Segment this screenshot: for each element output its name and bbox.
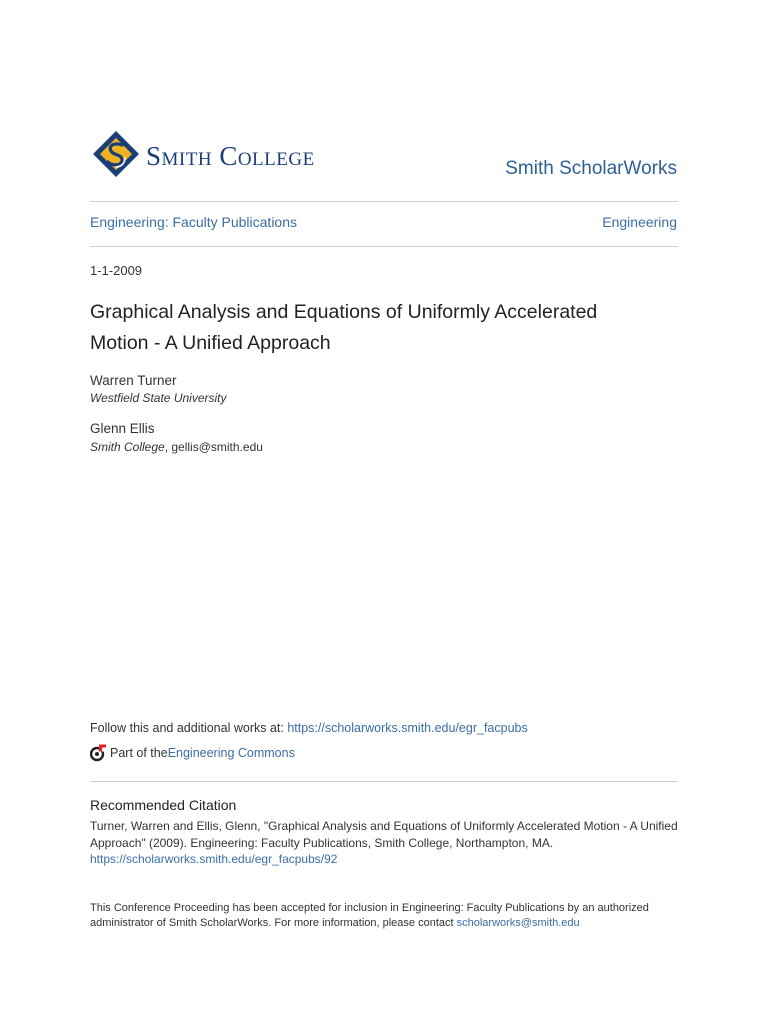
smith-scholarworks-link[interactable]: Smith ScholarWorks (505, 158, 677, 179)
affiliation-name: Smith College (90, 440, 165, 454)
author-email: , gellis@smith.edu (164, 440, 263, 454)
series-link[interactable]: Engineering: Faculty Publications (90, 214, 298, 230)
engineering-commons-link[interactable]: Engineering Commons (167, 746, 295, 760)
document-title: Graphical Analysis and Equations of Uniformly Accelerated Motion - A Unified Approach (90, 301, 598, 354)
affiliation-name: Westfield State University (90, 391, 227, 405)
author-affiliation (90, 440, 263, 454)
footer-notice (90, 901, 680, 931)
citation-url-link[interactable]: https://scholarworks.smith.edu/egr_facpubs/92 (90, 852, 338, 866)
citation-text: Turner, Warren and Ellis, Glenn, "Graphical Analysis and Equations of Uniformly Accelerated Motion - A Unified Approach" (2009). Engineering: Faculty Publications, Smith College, Northampton, MA. (90, 819, 678, 850)
citation-heading: Recommended Citation (90, 797, 237, 813)
smith-college-seal-icon (92, 130, 140, 183)
contact-email-link[interactable]: scholarworks@smith.edu (456, 917, 580, 929)
citation-divider (90, 781, 678, 782)
commons-line (90, 744, 295, 762)
author-name: Warren Turner (90, 373, 177, 388)
follow-line (90, 721, 528, 735)
citation-block (90, 818, 680, 868)
smith-college-logo[interactable] (92, 128, 372, 184)
nav-divider (90, 246, 678, 247)
commons-prefix: Part of the (110, 746, 168, 760)
department-link[interactable]: Engineering (602, 214, 677, 230)
collection-url-link[interactable]: https://scholarworks.smith.edu/egr_facpubs (287, 721, 528, 735)
bepress-commons-icon (90, 744, 107, 762)
publication-date: 1-1-2009 (90, 263, 143, 278)
author-name: Glenn Ellis (90, 421, 155, 436)
header-divider (90, 201, 678, 202)
follow-prefix: Follow this and additional works at: (90, 721, 288, 735)
author-affiliation (90, 391, 227, 405)
footer-text: This Conference Proceeding has been accepted for inclusion in Engineering: Faculty Publications by an authorized administrator of Smith ScholarWorks. For more information, please contact (90, 902, 649, 929)
logo-wordmark: Smith College (146, 140, 315, 171)
